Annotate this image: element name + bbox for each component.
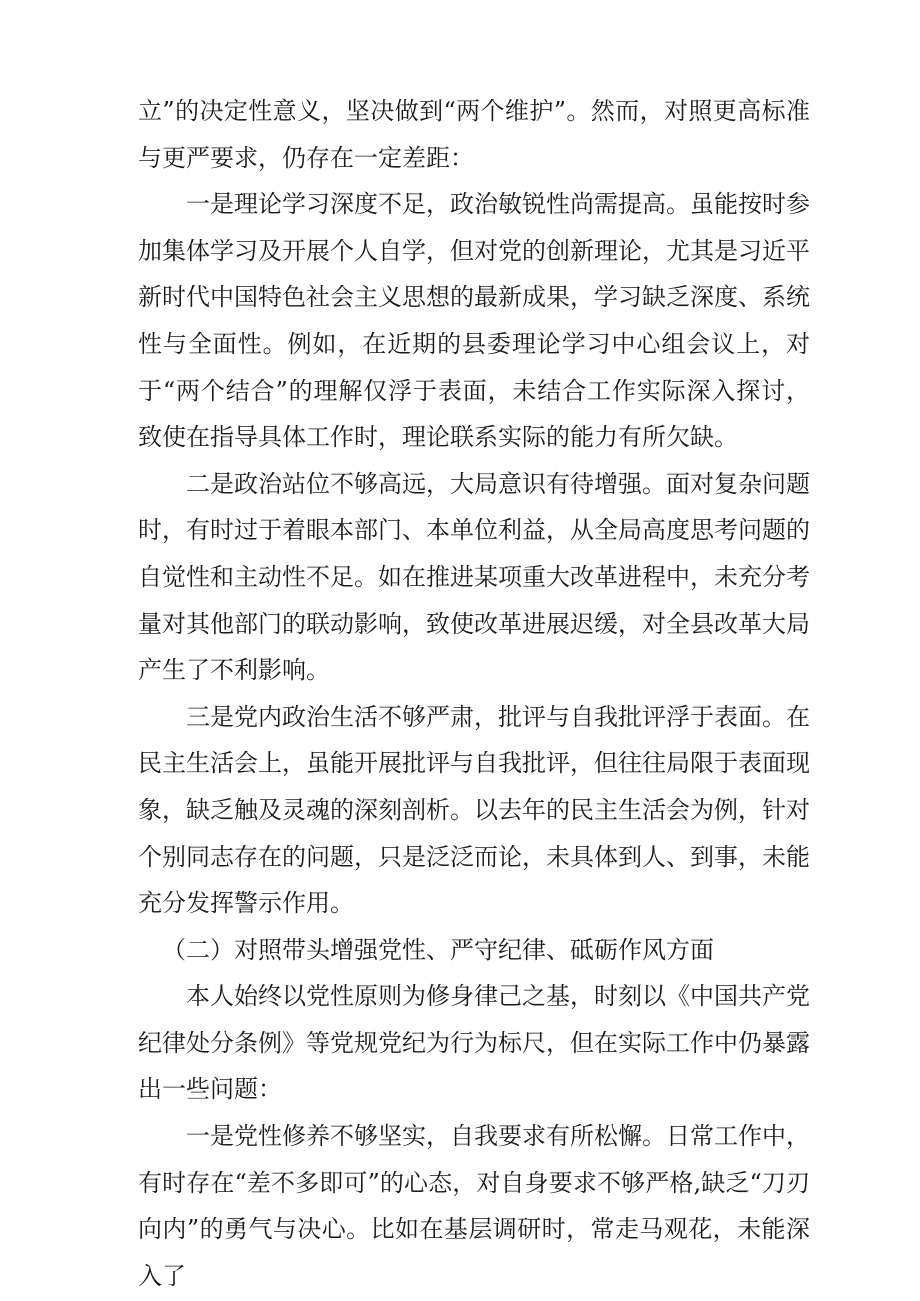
paragraph-continuation: 立”的决定性意义，坚决做到“两个维护”。然而，对照更高标准与更严要求，仍存在一定差距： (138, 97, 810, 172)
paragraph-discipline-intro: 本人始终以党性原则为修身律己之基，时刻以《中国共产党纪律处分条例》等党规党纪为行为标尺，但在实际工作中仍暴露出一些问题： (138, 982, 810, 1104)
paragraph-theory-study: 一是理论学习深度不足，政治敏锐性尚需提高。虽能按时参加集体学习及开展个人自学，但对党的创新理论，尤其是习近平新时代中国特色社会主义思想的最新成果，学习缺乏深度、系统性与全面性。例如，在近期的县委理论学习中心组会议上，对于“两个结合”的理解仅浮于表面，未结合工作实际深入探讨，致使在指导具体工作时，理论联系实际的能力有所欠缺。 (138, 190, 810, 452)
section-heading: （二）对照带头增强党性、严守纪律、砥砺作风方面 (162, 935, 714, 964)
document-body (138, 88, 810, 1299)
paragraph-party-spirit: 一是党性修养不够坚实，自我要求有所松懈。日常工作中，有时存在“差不多即可”的心态，对自身要求不够严格,缺乏“刀刃向内”的勇气与决心。比如在基层调研时，常走马观花，未能深入了 (138, 1122, 810, 1290)
paragraph-political-stance: 二是政治站位不够高远，大局意识有待增强。面对复杂问题时，有时过于着眼本部门、本单位利益，从全局高度思考问题的自觉性和主动性不足。如在推进某项重大改革进程中，未充分考量对其他部门的联动影响，致使改革进展迟缓，对全县改革大局产生了不利影响。 (138, 469, 810, 685)
paragraph-party-life: 三是党内政治生活不够严肃，批评与自我批评浮于表面。在民主生活会上，虽能开展批评与自我批评，但往往局限于表面现象，缺乏触及灵魂的深刻剖析。以去年的民主生活会为例，针对个别同志存在的问题，只是泛泛而论，未具体到人、到事，未能充分发挥警示作用。 (138, 702, 810, 918)
